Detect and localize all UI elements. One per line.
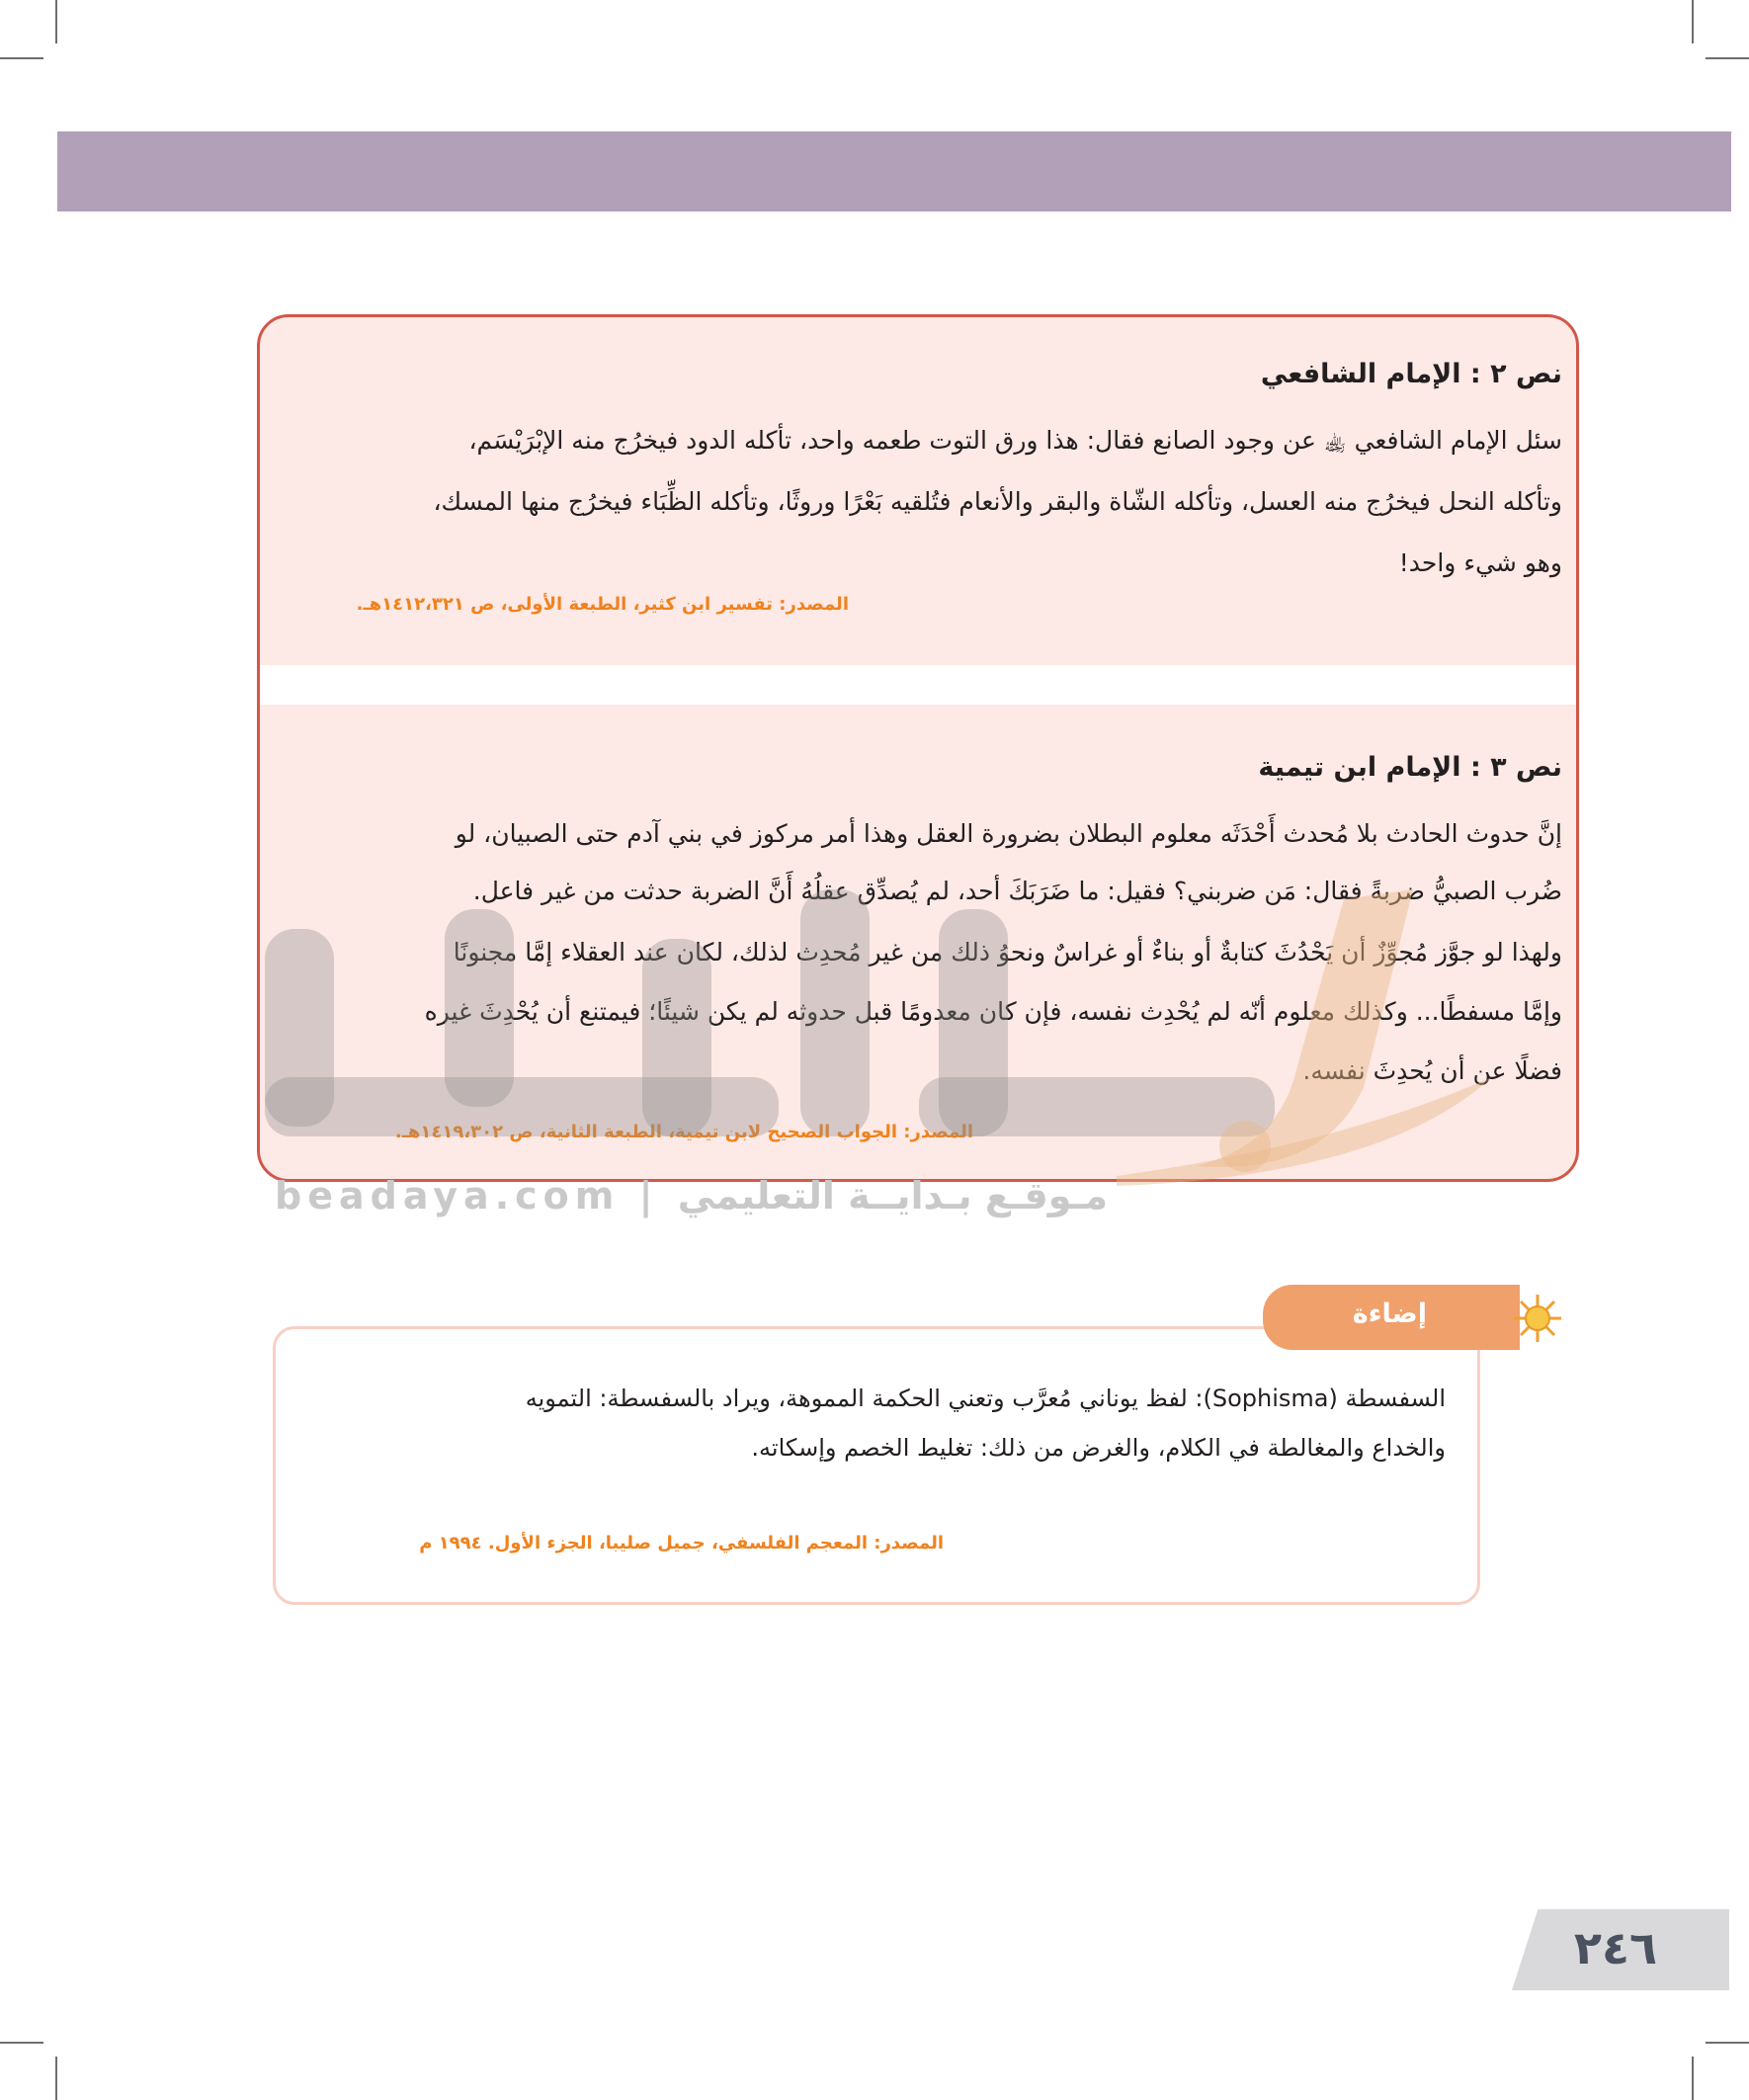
text3-line-4: وإمَّا مسفطًا... وكذلك معلوم أنّه لم يُحْدِث نفسه، فإن كان معدومًا قبل حدوثه لم يكن شيئًا؛ فيمتنع أن يُحْدِثَ غيره (424, 997, 1562, 1026)
crop-mark (55, 2057, 57, 2100)
page-number: ٢٤٦ (1573, 1921, 1658, 1974)
illumination-label: إضاءة (1352, 1299, 1427, 1329)
crop-mark (0, 2042, 43, 2044)
text3-line-3: ولهذا لو جوَّز مُجوِّزٌ أن يَحْدُثَ كتابةٌ أو بناءٌ أو غراسٌ ونحوُ ذلك من غير مُحدِث لذلك، لكان عند العقلاء إمَّا مجنونًا (453, 938, 1562, 966)
header-band (57, 131, 1731, 211)
crop-mark (0, 57, 43, 59)
illumination-source: المصدر: المعجم الفلسفي، جميل صليبا، الجزء الأول. ١٩٩٤ م (419, 1533, 944, 1554)
sun-icon (1512, 1293, 1563, 1344)
text2-source: المصدر: تفسير ابن كثير، الطبعة الأولى، ص ١٤١٢،٣٢١هـ. (356, 594, 849, 615)
crop-mark (1692, 2057, 1694, 2100)
illumination-tab (1263, 1285, 1520, 1350)
illumination-line-2: والخداع والمغالطة في الكلام، والغرض من ذلك: تغليط الخصم وإسكاته. (751, 1434, 1446, 1462)
text2-title: نص ٢ : الإمام الشافعي (1260, 359, 1562, 389)
illumination-box (273, 1326, 1480, 1605)
text3-title: نص ٣ : الإمام ابن تيمية (1258, 752, 1562, 783)
crop-mark (55, 0, 57, 43)
watermark-logo-icon (247, 850, 1512, 1206)
watermark-text: beadaya.com | مـوقـع بـدايــة التعليمي (275, 1174, 1109, 1218)
text3-line-1: إنَّ حدوث الحادث بلا مُحدث أَحْدَثَه معلوم البطلان بضرورة العقل وهذا أمر مركوز في بني آدم حتى الصبيان، لو (455, 819, 1562, 848)
text2-line-3: وهو شيء واحد! (1398, 548, 1562, 577)
text3-line-2: ضُرب الصبيُّ ضربةً فقال: مَن ضربني؟ فقيل: ما ضَرَبَكَ أحد، لم يُصدِّق عقلُهُ أَنَّ الضربة حدثت من غير فاعل. (472, 877, 1562, 905)
crop-mark (1692, 0, 1694, 43)
text2-line-2: وتأكله النحل فيخرُج منه العسل، وتأكله الشّاة والبقر والأنعام فتُلقيه بَعْرًا وروثًا، وتأكله الظِّبَاء فيخرُج منها المسك، (433, 487, 1562, 516)
crop-mark (1706, 57, 1749, 59)
text3-line-5: فضلًا عن أن يُحدِثَ نفسه. (1302, 1056, 1562, 1085)
crop-mark (1706, 2042, 1749, 2044)
section-divider (260, 665, 1576, 705)
text2-line-1: سئل الإمام الشافعي ﵀ عن وجود الصانع فقال: هذا ورق التوت طعمه واحد، تأكله الدود فيخرُج منه الإبْرَيْسَم، (468, 426, 1562, 455)
illumination-line-1: السفسطة (Sophisma): لفظ يوناني مُعرَّب وتعني الحكمة المموهة، ويراد بالسفسطة: التمويه (525, 1385, 1446, 1412)
text3-source: المصدر: الجواب الصحيح لابن تيمية، الطبعة الثانية، ص ١٤١٩،٣٠٢هـ. (394, 1122, 973, 1142)
